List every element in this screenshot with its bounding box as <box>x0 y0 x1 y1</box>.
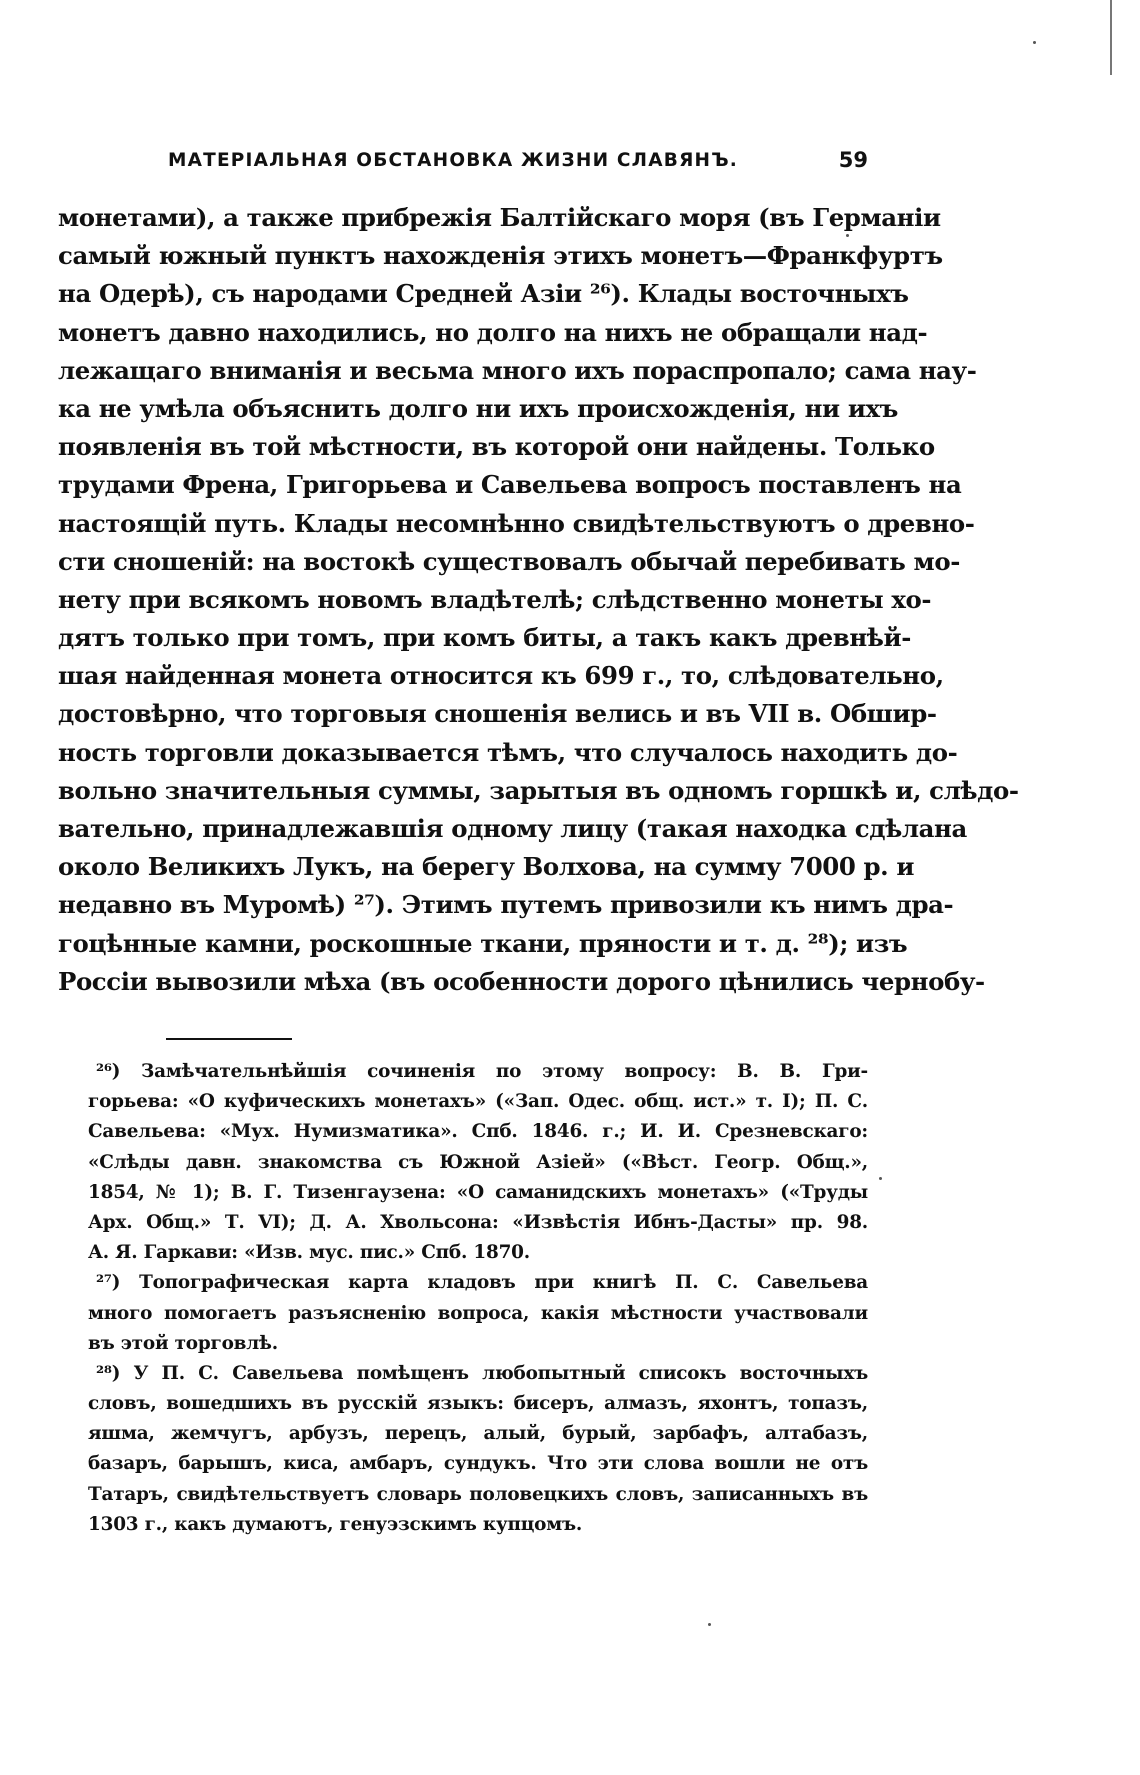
body-text <box>58 199 1019 1001</box>
footnote-line: яшма, жемчугъ, арбузъ, перецъ, алый, бурый, зарбафъ, алтабазъ, <box>88 1423 868 1445</box>
scan-speck <box>846 234 849 237</box>
footnote-divider <box>166 1038 292 1040</box>
body-line: настоящій путь. Клады несомнѣнно свидѣтельствуютъ о древно- <box>58 508 975 538</box>
footnotes <box>88 1057 868 1540</box>
body-line: сти сношеній: на востокѣ существовалъ обычай перебивать мо- <box>58 546 960 576</box>
scan-edge-line <box>1110 0 1112 75</box>
body-line: ка не умѣла объяснить долго ни ихъ происхожденія, ни ихъ <box>58 393 898 423</box>
footnote-line: словъ, вошедшихъ въ русскій языкъ: бисеръ, алмазъ, яхонтъ, топазъ, <box>88 1393 868 1415</box>
scan-speck <box>708 1623 711 1626</box>
body-line: дятъ только при томъ, при комъ биты, а такъ какъ древнѣй- <box>58 623 911 653</box>
footnote-line: «Слѣды давн. знакомства съ Южной Азіей» («Вѣст. Геогр. Общ.», <box>88 1151 868 1173</box>
footnote-line: горьева: «О куфическихъ монетахъ» («Зап. Одес. общ. ист.» т. I); П. С. <box>88 1091 868 1113</box>
body-line: гоцѣнные камни, роскошные ткани, пряности и т. д. ²⁸); изъ <box>58 928 908 958</box>
footnote-line: ²⁸) У П. С. Савельева помѣщенъ любопытный списокъ восточныхъ <box>96 1362 868 1384</box>
footnote-line: Татаръ, свидѣтельствуетъ словарь половецкихъ словъ, записанныхъ въ <box>88 1483 868 1505</box>
footnote-line: ²⁷) Топографическая карта кладовъ при книгѣ П. С. Савельева <box>96 1272 868 1294</box>
footnote-line: базаръ, барышъ, киса, амбаръ, сундукъ. Что эти слова вошли не отъ <box>88 1453 868 1475</box>
footnote-line: 1854, № 1); В. Г. Тизенгаузена: «О саманидскихъ монетахъ» («Труды <box>88 1181 868 1203</box>
body-line: недавно въ Муромѣ) ²⁷). Этимъ путемъ привозили къ нимъ дра- <box>58 890 954 920</box>
body-line: монетами), а также прибрежія Балтійскаго моря (въ Германіи <box>58 203 941 232</box>
running-title: МАТЕРІАЛЬНАЯ ОБСТАНОВКА ЖИЗНИ СЛАВЯНЪ. <box>168 150 739 171</box>
body-line: трудами Френа, Григорьева и Савельева вопросъ поставленъ на <box>58 470 962 500</box>
body-line: ность торговли доказывается тѣмъ, что случалось находить до- <box>58 737 958 767</box>
scan-speck <box>1033 41 1036 44</box>
footnote-line: Арх. Общ.» Т. VI); Д. А. Хвольсона: «Извѣстія Ибнъ-Дасты» пр. 98. <box>88 1211 868 1233</box>
footnote-line: много помогаетъ разъясненію вопроса, какія мѣстности участвовали <box>88 1302 868 1324</box>
body-line: достовѣрно, что торговыя сношенія велись и въ VII в. Обшир- <box>58 699 937 729</box>
scan-speck <box>879 1177 882 1180</box>
body-line: нету при всякомъ новомъ владѣтелѣ; слѣдственно монеты хо- <box>58 584 932 614</box>
footnote-line: 1303 г., какъ думаютъ, генуэзскимъ купцомъ. <box>88 1513 583 1535</box>
body-line: появленія въ той мѣстности, въ которой они найдены. Только <box>58 432 935 462</box>
running-head <box>168 150 868 180</box>
body-line: самый южный пунктъ нахожденія этихъ монетъ—Франкфуртъ <box>58 241 943 271</box>
body-line: Россіи вывозили мѣха (въ особенности дорого цѣнились чернобу- <box>58 966 985 996</box>
page-number: 59 <box>838 148 868 172</box>
body-line: шая найденная монета относится къ 699 г., то, слѣдовательно, <box>58 661 944 691</box>
body-line: около Великихъ Лукъ, на берегу Волхова, на сумму 7000 р. и <box>58 852 915 882</box>
body-line: вательно, принадлежавшія одному лицу (такая находка сдѣлана <box>58 814 967 843</box>
footnote-line: ²⁶) Замѣчательнѣйшія сочиненія по этому вопросу: В. В. Гри- <box>96 1061 868 1082</box>
footnote-line: Савельева: «Мух. Нумизматика». Спб. 1846. г.; И. И. Срезневскаго: <box>88 1121 868 1143</box>
body-line: лежащаго вниманія и весьма много ихъ пораспропало; сама нау- <box>58 355 977 385</box>
body-line: монетъ давно находились, но долго на нихъ не обращали над- <box>58 317 928 347</box>
body-line: вольно значительныя суммы, зарытыя въ одномъ горшкѣ и, слѣдо- <box>58 775 1019 805</box>
body-line: на Одерѣ), съ народами Средней Азіи ²⁶). Клады восточныхъ <box>58 279 909 309</box>
footnote-line: А. Я. Гаркави: «Изв. мус. пис.» Спб. 1870. <box>88 1242 530 1264</box>
footnote-line: въ этой торговлѣ. <box>88 1332 278 1354</box>
